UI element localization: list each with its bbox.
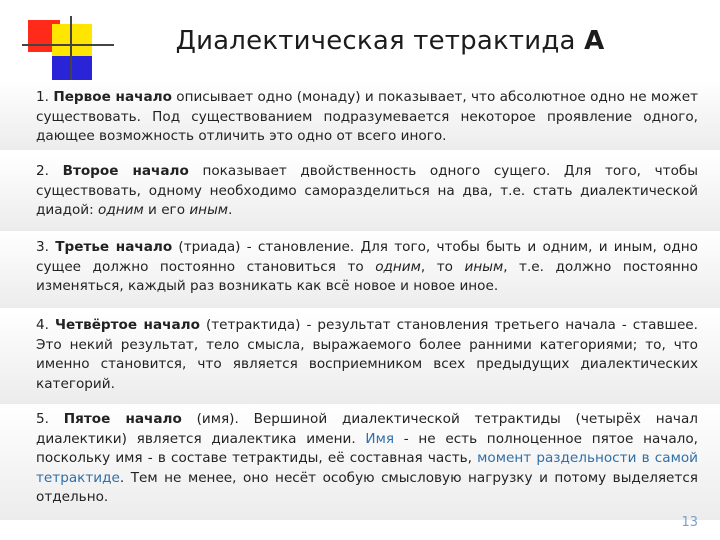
paragraph-text: описывает одно (монаду) и показывает, что абсолютное одно не может существовать. Под существованием подразумевается некоторое проявление одного, дающее возможность отличить это одно от всего иного. [36, 89, 699, 144]
paragraph-number: 2. [36, 163, 49, 179]
paragraph-heading: Первое начало [53, 89, 172, 105]
paragraph-heading: Пятое начало [63, 411, 182, 427]
paragraph-second-principle [36, 162, 698, 221]
paragraph-text: (имя). Вершиной диалектической тетрактиды (четырёх начал диалектики) является диалектика имени. [36, 411, 698, 447]
paragraph-heading: Четвёртое начало [55, 317, 200, 333]
paragraph-text: (триада) - становление. Для того, чтобы быть и одним, и иным, одно сущее должно постоянно становиться то [36, 239, 698, 275]
paragraph-text: . [228, 202, 233, 218]
paragraph-first-principle [36, 88, 698, 147]
italic-term: одним [98, 202, 144, 218]
paragraph-text: . Тем не менее, оно несёт особую смысловую нагрузку и потому выделяется отдельно. [36, 469, 698, 505]
italic-term: одним [375, 258, 421, 275]
logo-horizontal-line [22, 44, 114, 46]
italic-term: иным [189, 202, 229, 218]
italic-term: иным [464, 258, 504, 275]
page-number: 13 [681, 515, 698, 530]
slide-title [110, 26, 670, 56]
paragraph-text: (тетрактида) - результат становления третьего начала - ставшее. Это некий результат, тело смысла, выражаемого более ранними категориями; то, что именно становится, что является восприемником всех предыдущих диалектических категорий. [36, 317, 698, 392]
highlighted-term: Имя [365, 430, 395, 447]
paragraph-number: 5. [36, 411, 49, 427]
paragraph-heading: Второе начало [62, 163, 189, 179]
paragraph-text: , то [420, 258, 465, 275]
logo-blue-square [52, 56, 92, 82]
paragraph-text: и его [143, 202, 190, 218]
title-letter: А [584, 26, 605, 56]
paragraph-third-principle [36, 238, 698, 297]
paragraph-fourth-principle [36, 316, 698, 394]
paragraph-text: показывает двойственность одного сущего. Для того, чтобы существовать, одному необходимо саморазделиться на два, т.е. стать диалектической диадой: [36, 163, 698, 218]
paragraph-number: 3. [36, 239, 49, 255]
paragraph-heading: Третье начало [55, 239, 173, 255]
title-text: Диалектическая тетрактида [175, 26, 576, 56]
paragraph-text: , т.е. должно постоянно изменяться, каждый раз возникать как всё новое и новое иное. [36, 258, 698, 294]
paragraph-number: 4. [36, 317, 49, 333]
paragraph-text: - не есть полноценное пятое начало, поскольку имя - в составе тетрактиды, её составная часть, [36, 430, 698, 466]
paragraph-number: 1. [36, 89, 49, 105]
paragraph-fifth-principle [36, 410, 698, 508]
highlighted-term: момент раздельности в самой тетрактиде [36, 450, 698, 486]
